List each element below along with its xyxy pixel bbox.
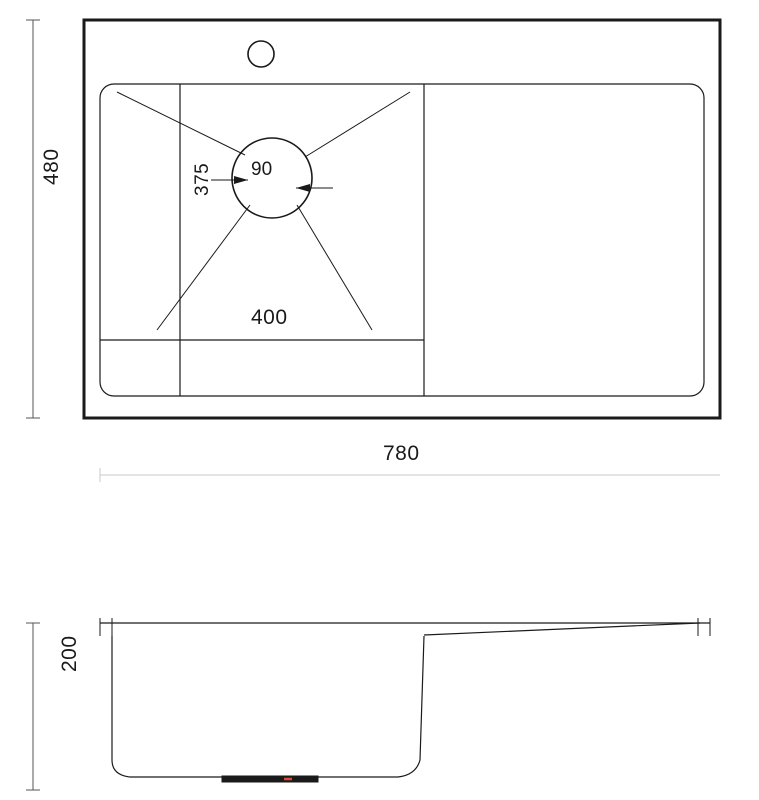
waste-outlet-block xyxy=(222,776,318,782)
dimension-label-400: 400 xyxy=(251,306,288,329)
leader-line-bottom-left xyxy=(157,205,250,330)
top-view-group xyxy=(26,20,720,482)
dimension-label-200: 200 xyxy=(58,635,81,672)
dim-line-780 xyxy=(100,468,720,482)
leader-line-top-left xyxy=(117,92,245,155)
dimension-label-480: 480 xyxy=(40,148,63,185)
leader-line-top-right xyxy=(305,92,410,157)
front-section-group xyxy=(26,618,710,790)
dimension-label-90: 90 xyxy=(251,159,273,180)
dimension-label-780: 780 xyxy=(383,442,420,465)
tap-hole xyxy=(248,41,274,67)
leader-line-bottom-right xyxy=(297,205,372,330)
bowl-section-profile xyxy=(112,636,424,777)
dimension-label-375: 375 xyxy=(192,162,213,196)
drainer-slope-line xyxy=(424,623,700,635)
dim-line-480 xyxy=(26,20,40,418)
dim-line-200 xyxy=(26,623,40,790)
sink-inner-recess xyxy=(100,84,704,396)
